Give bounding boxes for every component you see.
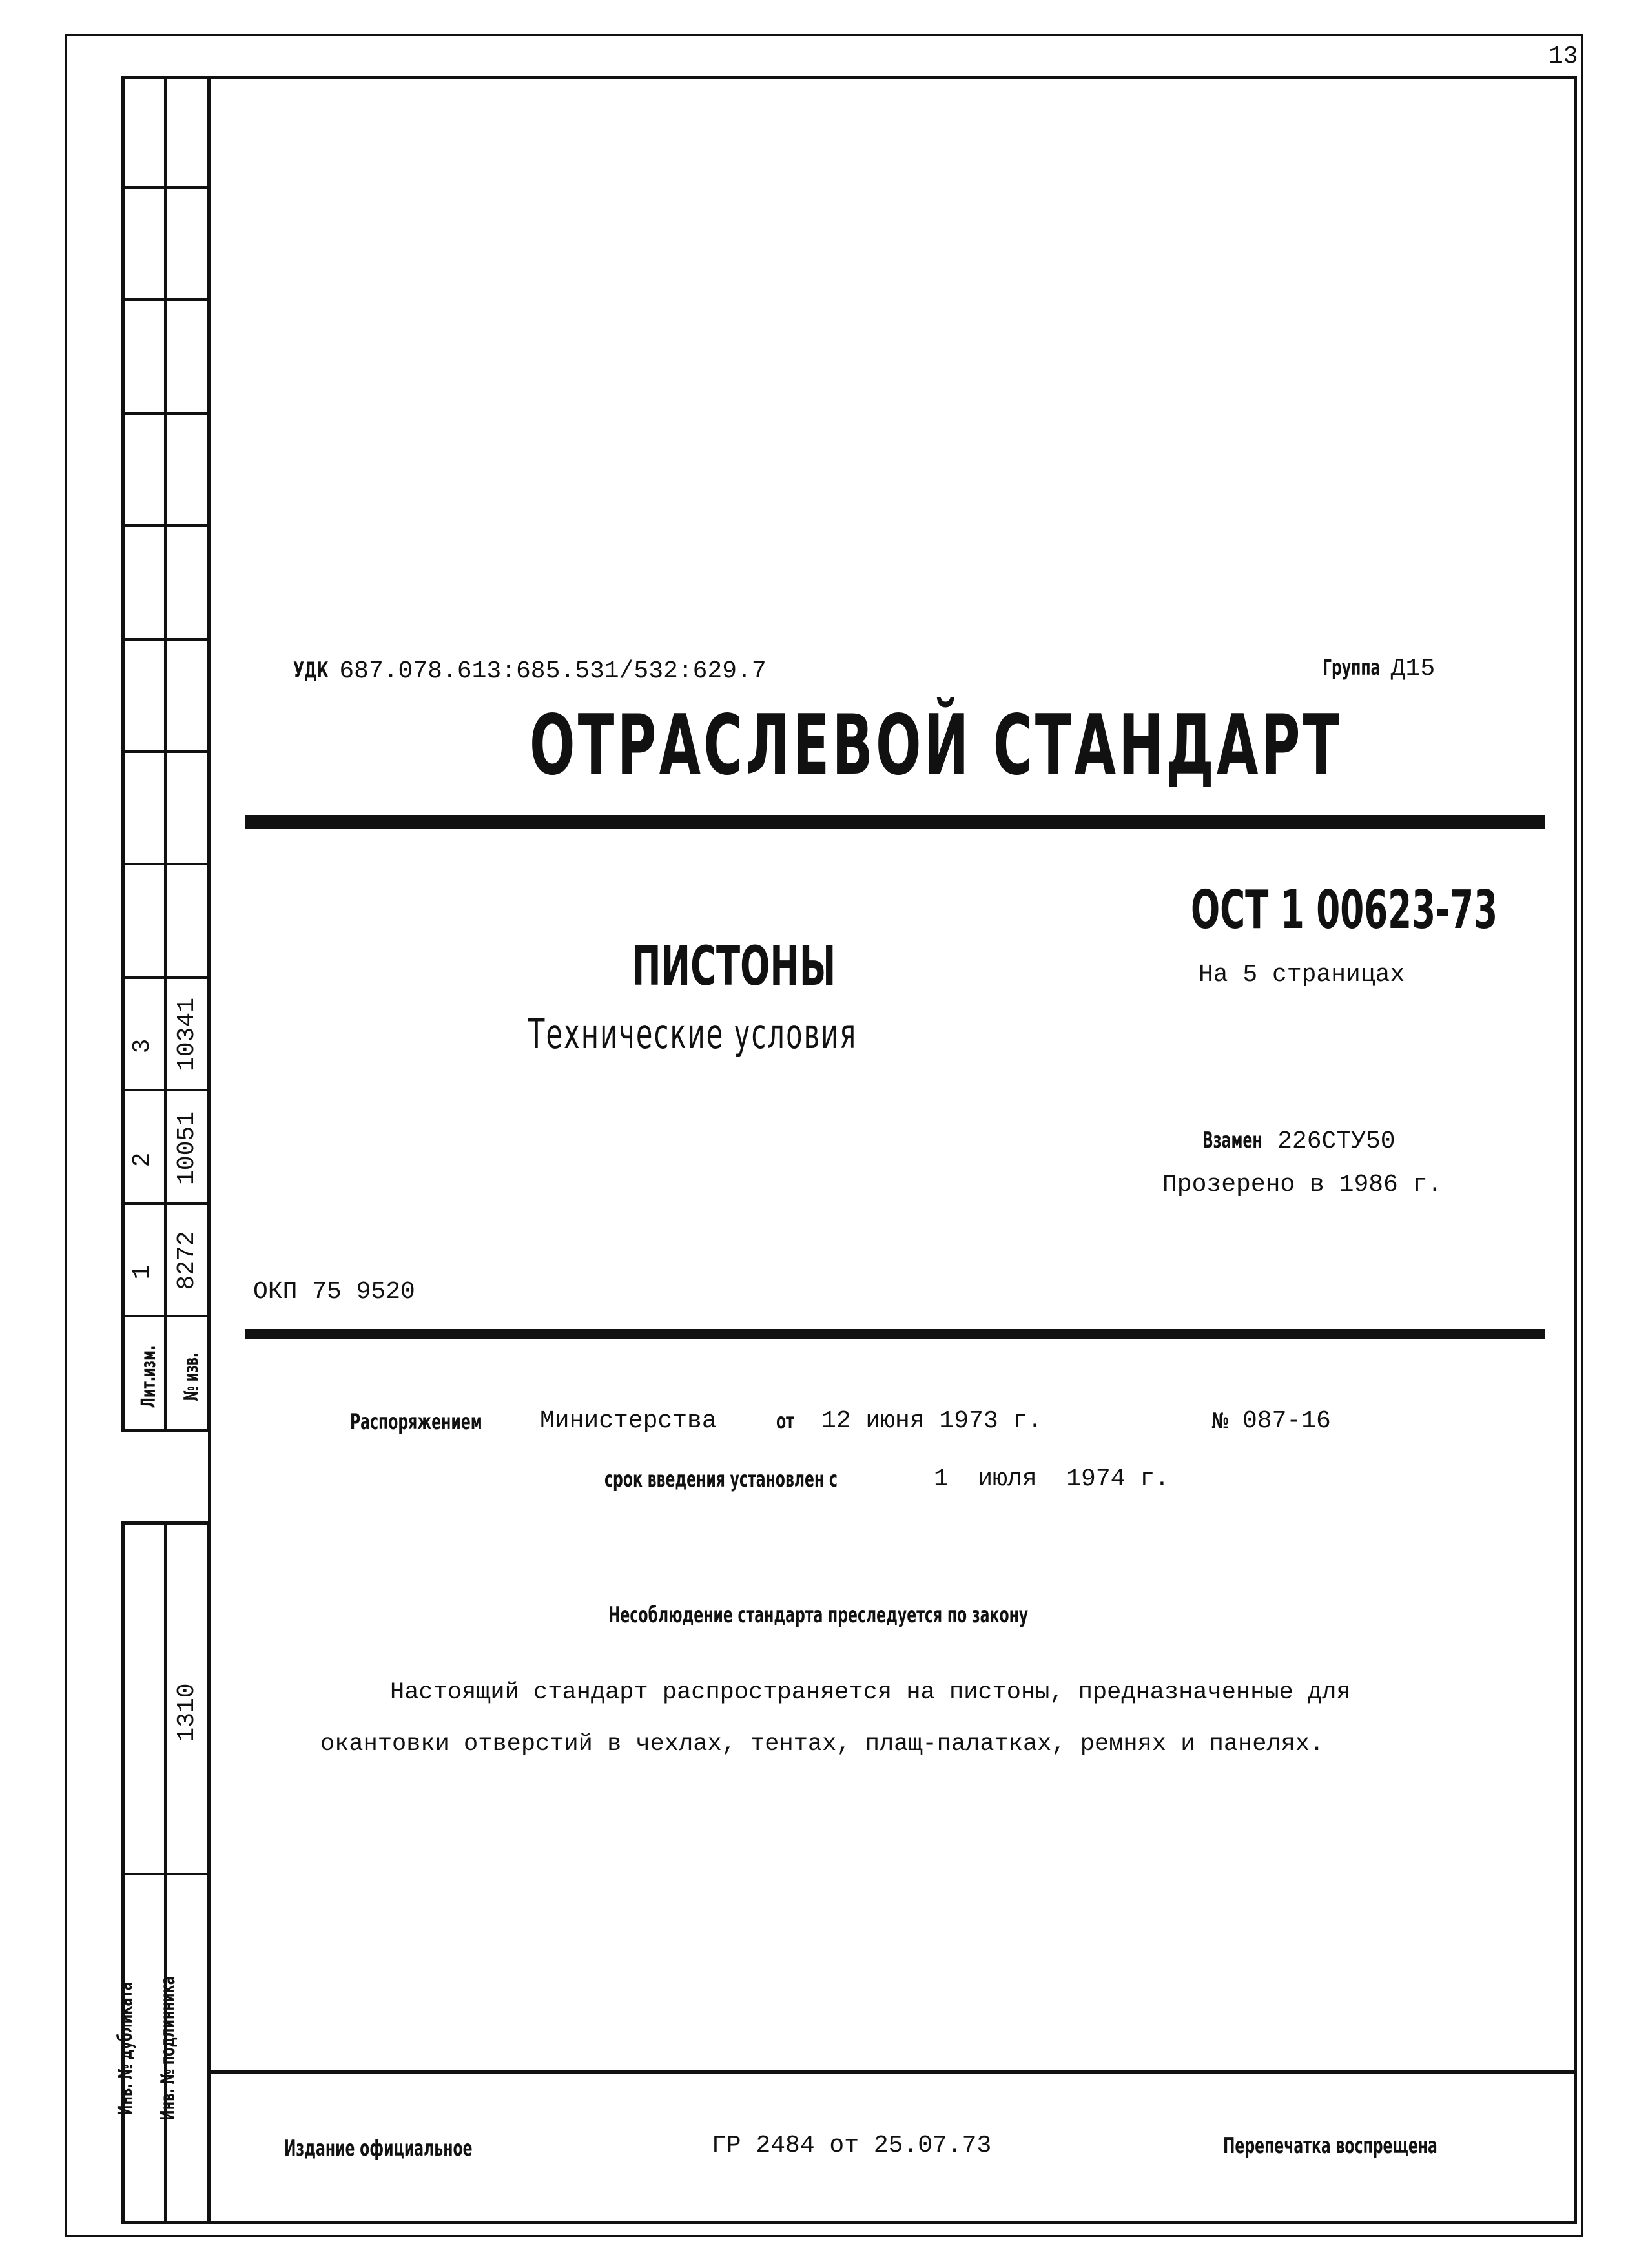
warning-text: Несоблюдение стандарта преследуется по закону (608, 1602, 1029, 1628)
change-doc-3: 10341 (173, 997, 201, 1072)
group-label: Группа (1323, 655, 1381, 681)
sidebar-cell-line (121, 298, 211, 301)
udk-label: УДК (293, 657, 329, 683)
change-doc-2: 10051 (173, 1111, 201, 1186)
sidebar-cell-line (121, 638, 211, 641)
reviewed-note: Прозерено в 1986 г. (1162, 1171, 1443, 1199)
replaces-label: Взамен (1202, 1128, 1262, 1153)
main-title: ОТРАСЛЕВОЙ СТАНДАРТ (530, 697, 1343, 794)
dup-inv-label: Инв. № дубликата (114, 1981, 137, 2116)
replaces-line (1202, 1124, 1396, 1158)
footer-left: Издание официальное (284, 2136, 473, 2161)
change-number-3: 3 (129, 1038, 156, 1054)
izv-label: № изв. (180, 1352, 203, 1401)
sidebar-cell-line (121, 412, 211, 415)
sidebar-cell-line (121, 976, 211, 979)
paragraph-line-2: окантовки отверстий в чехлах, тентах, плащ-палатках, ремнях и панелях. (320, 1731, 1324, 1758)
okp-code: ОКП 75 9520 (253, 1278, 415, 1306)
standard-code: ОСТ 1 00623-73 (1191, 880, 1498, 941)
order-rule (245, 1329, 1545, 1339)
paragraph-line-1: Настоящий стандарт распространяется на пистоны, предназначенные для (390, 1679, 1351, 1706)
group-line (1323, 651, 1435, 685)
orig-inv-label: Инв. № подлинника (157, 1976, 180, 2121)
order-line (350, 1405, 533, 1438)
footer-rule (208, 2070, 1577, 2074)
change-number-2: 2 (129, 1152, 156, 1168)
replaces-value: 226СТУ50 (1277, 1128, 1396, 1155)
intro-date: 1 июля 1974 г. (934, 1465, 1169, 1493)
lit-izm-label: Лит.изм. (138, 1345, 160, 1408)
sidebar-divider-top (164, 76, 167, 1432)
order-number-label: № (1211, 1408, 1229, 1434)
udk-line (293, 654, 767, 688)
order-from-label: от (776, 1408, 794, 1434)
sidebar-cell-line (121, 750, 211, 753)
footer-center: ГР 2484 от 25.07.73 (712, 2132, 992, 2160)
footer-right: Перепечатка воспрещена (1223, 2133, 1437, 2159)
pages-note: На 5 страницах (1199, 961, 1405, 989)
group-value: Д15 (1390, 655, 1436, 683)
title-rule (245, 815, 1545, 829)
orig-inv-value: 1310 (173, 1683, 201, 1742)
sidebar-cell-line (121, 524, 211, 527)
sidebar-cell-line (121, 1873, 211, 1875)
order-label: Распоряжением (350, 1409, 482, 1435)
order-ministry: Министерства (540, 1407, 717, 1435)
change-number-1: 1 (129, 1264, 156, 1280)
sidebar-cell-line (121, 186, 211, 189)
intro-label: срок введения установлен с (604, 1467, 838, 1492)
sidebar-cell-line (121, 863, 211, 865)
order-date: 12 июня 1973 г. (821, 1407, 1043, 1435)
change-doc-1: 8272 (173, 1231, 201, 1290)
page-number: 13 (1549, 43, 1578, 70)
udk-value: 687.078.613:685.531/532:629.7 (339, 657, 767, 685)
standard-subtitle: Технические условия (528, 1011, 858, 1058)
standard-title: ПИСТОНЫ (632, 934, 836, 998)
order-number-value: 087-16 (1242, 1407, 1331, 1435)
